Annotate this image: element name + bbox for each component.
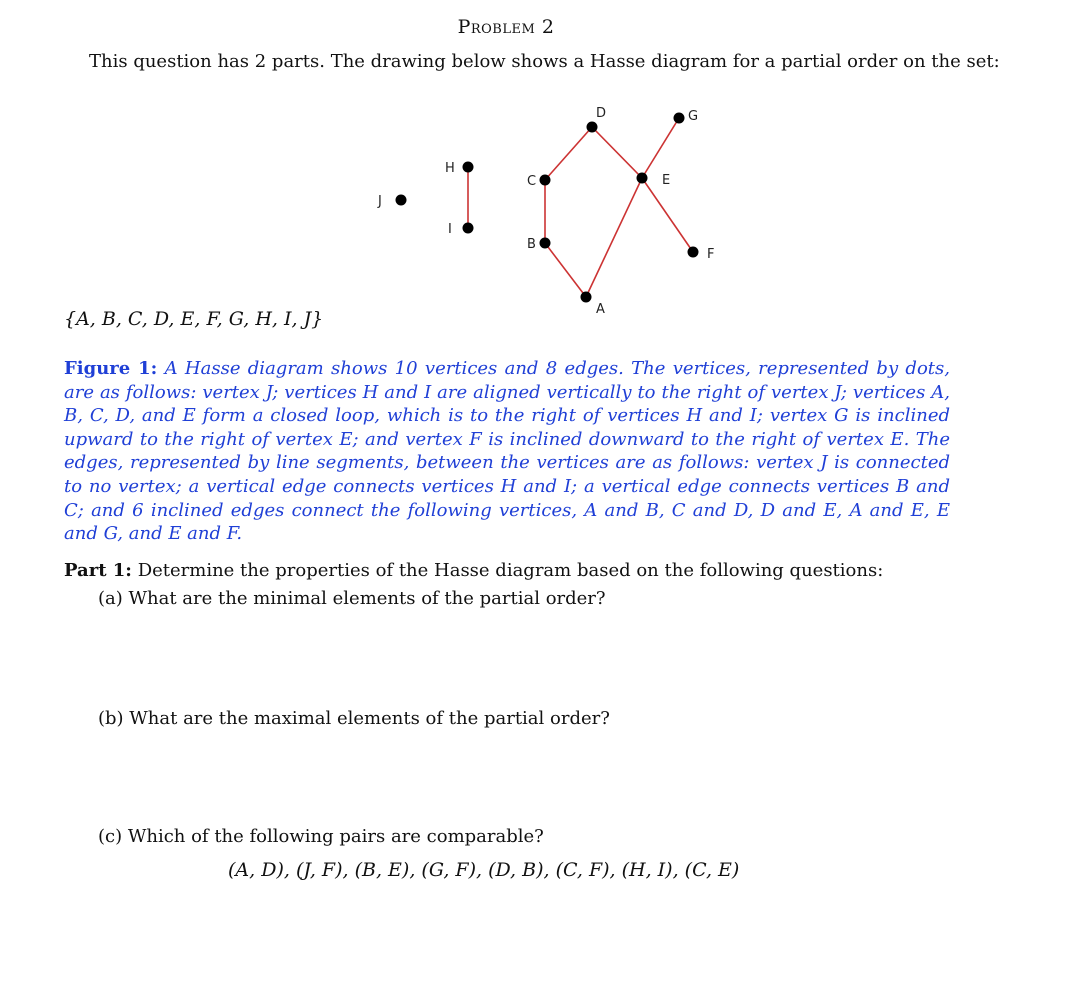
vertex-A (581, 292, 592, 303)
edge-D-E (592, 127, 642, 178)
diagram-edges (468, 118, 693, 297)
question-c: (c) Which of the following pairs are comparable? (98, 826, 544, 847)
vertex-E (637, 173, 648, 184)
set-notation: {A, B, C, D, E, F, G, H, I, J} (64, 308, 324, 330)
vertex-H (463, 162, 474, 173)
question-a: (a) What are the minimal elements of the partial order? (98, 588, 606, 609)
vertex-G (674, 113, 685, 124)
label-B: B (527, 237, 536, 252)
label-A: A (596, 302, 605, 317)
problem-title: Problem 2 (457, 16, 555, 38)
label-I: I (448, 222, 452, 237)
edge-E-G (642, 118, 679, 178)
question-b: (b) What are the maximal elements of the partial order? (98, 708, 610, 729)
hasse-diagram (0, 0, 1074, 330)
part1-label: Part 1: (64, 560, 132, 581)
part1-text: Determine the properties of the Hasse diagram based on the following questions: (137, 560, 884, 581)
label-E: E (662, 173, 671, 188)
diagram-vertices (396, 113, 699, 303)
figure-caption (64, 357, 950, 546)
vertex-F (688, 247, 699, 258)
edge-A-E (586, 178, 642, 297)
intro-text: This question has 2 parts. The drawing below shows a Hasse diagram for a partial order on the set: (89, 51, 1000, 72)
caption-text: A Hasse diagram shows 10 vertices and 8 edges. The vertices, represented by dots, are as follows: vertex J; vertices H and I are aligned vertically to the right of vertex J; vertices A, B, C, D, and E form a closed loop, which is to the right of vertices H and I; vertex G is inclined upward to the right of vertex E; and vertex F is inclined downward to the right of vertex E. The edges, represented by line segments, between the vertices are as follows: vertex J is connected to no vertex; a vertical edge connects vertices H and I; a vertical edge connects vertices B and C; and 6 inclined edges connect the following vertices, A and B, C and D, D and E, A and E, E and G, and E and F. (64, 358, 950, 545)
vertex-D (587, 122, 598, 133)
vertex-C (540, 175, 551, 186)
label-D: D (596, 106, 607, 121)
part1-heading (64, 560, 883, 581)
edge-C-D (545, 127, 592, 180)
label-C: C (527, 174, 537, 189)
edge-A-B (545, 243, 586, 297)
label-F: F (707, 247, 715, 262)
vertex-J (396, 195, 407, 206)
label-G: G (688, 109, 699, 124)
label-J: J (378, 194, 382, 209)
vertex-B (540, 238, 551, 249)
vertex-I (463, 223, 474, 234)
edge-E-F (642, 178, 693, 252)
pairs-list: (A, D), (J, F), (B, E), (G, F), (D, B), (C, F), (H, I), (C, E) (228, 859, 740, 881)
label-H: H (445, 161, 455, 176)
caption-label: Figure 1: (64, 358, 158, 379)
